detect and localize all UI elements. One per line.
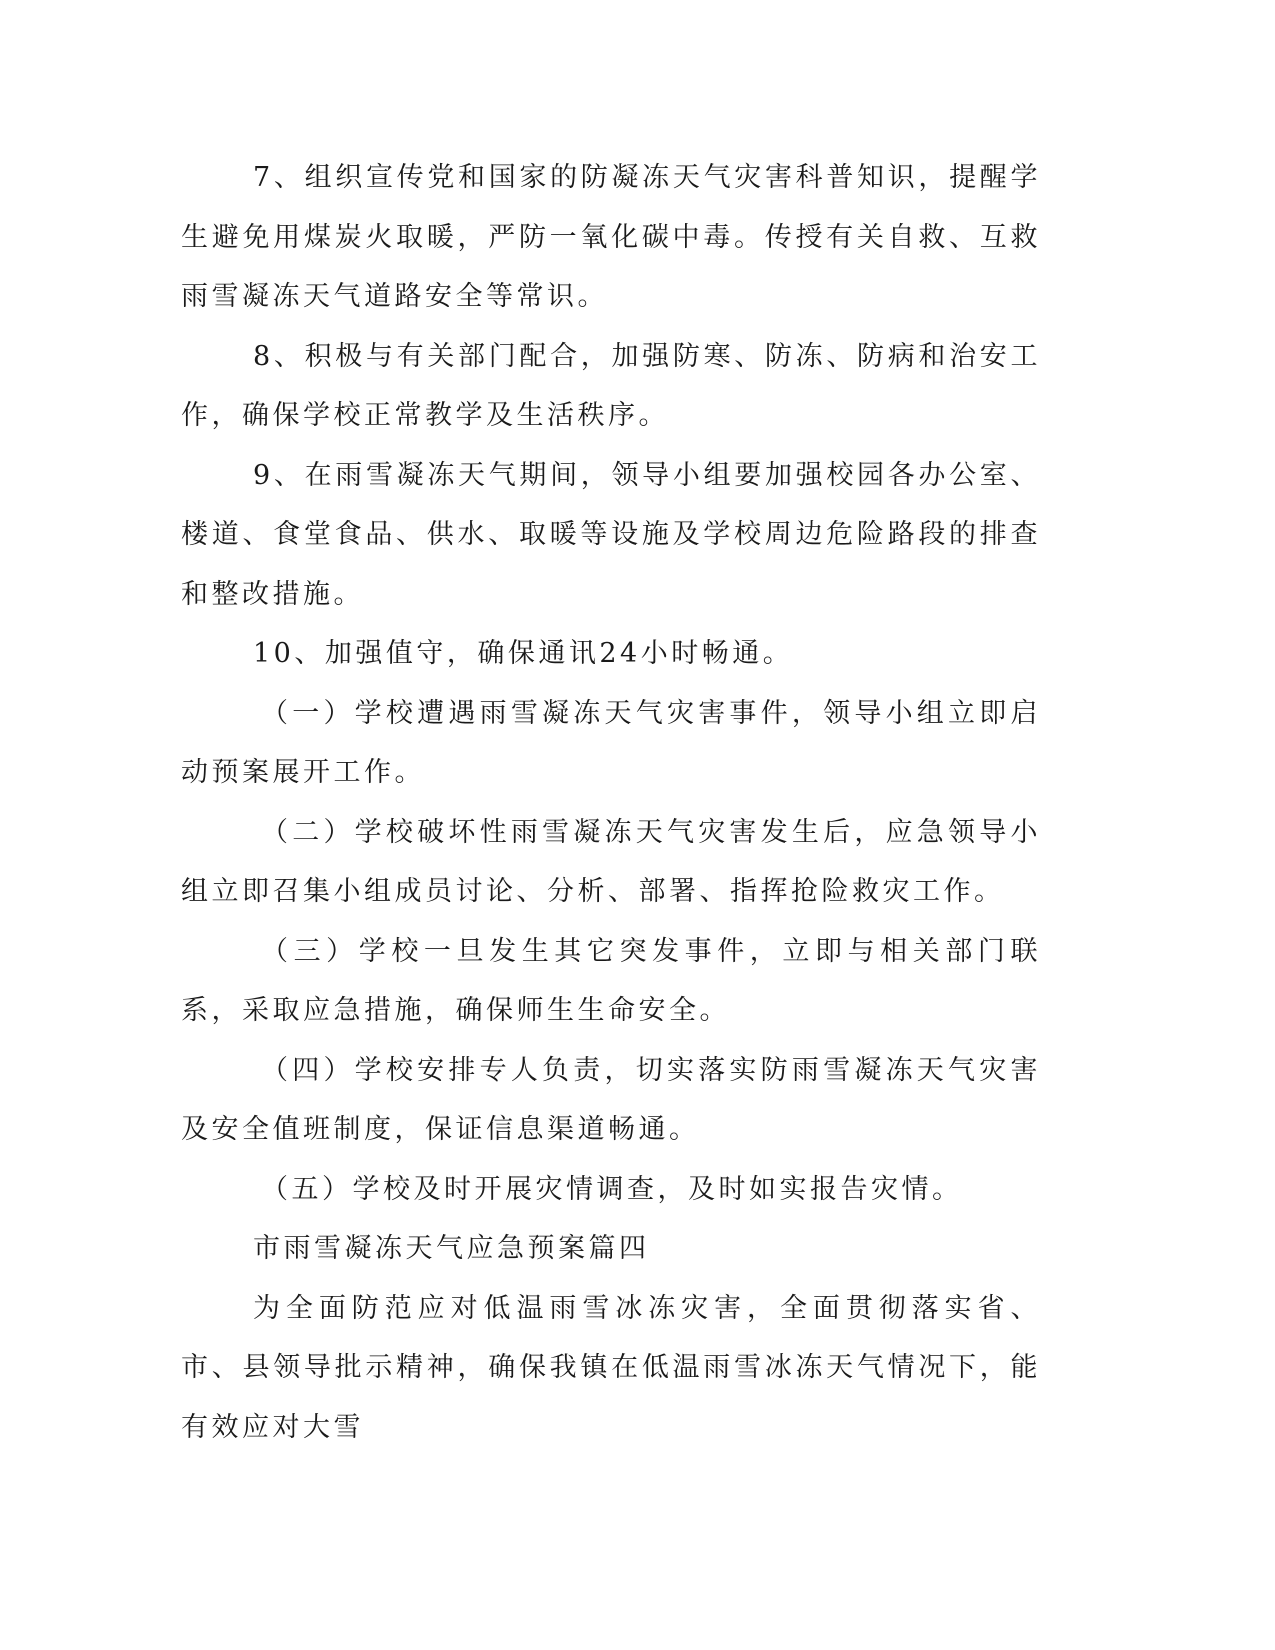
paragraph-sub-3: （三）学校一旦发生其它突发事件，立即与相关部门联系，采取应急措施，确保师生生命安全。 [181,935,1041,1026]
paragraph-sub-4: （四）学校安排专人负责，切实落实防雨雪凝冻天气灾害及安全值班制度，保证信息渠道畅通。 [181,1054,1041,1145]
section-heading: 市雨雪凝冻天气应急预案篇四 [253,1233,650,1264]
paragraph-sub-5: （五）学校及时开展灾情调查，及时如实报告灾情。 [261,1173,963,1205]
paragraph-item-7: 7、组织宣传党和国家的防凝冻天气灾害科普知识，提醒学生避免用煤炭火取暖，严防一氧化碳中毒。传授有关自救、互救雨雪凝冻天气道路安全等常识。 [181,162,1041,312]
paragraph-item-9: 9、在雨雪凝冻天气期间，领导小组要加强校园各办公室、楼道、食堂食品、供水、取暖等设施及学校周边危险路段的排查和整改措施。 [181,459,1041,610]
paragraph-sub-2: （二）学校破坏性雨雪凝冻天气灾害发生后，应急领导小组立即召集小组成员讨论、分析、部署、指挥抢险救灾工作。 [181,816,1041,907]
paragraph-item-10: 10、加强值守，确保通讯24小时畅通。 [253,638,794,669]
document-body [181,148,1041,1457]
paragraph-intro: 为全面防范应对低温雨雪冰冻灾害，全面贯彻落实省、市、县领导批示精神，确保我镇在低温雨雪冰冻天气情况下，能有效应对大雪 [181,1292,1041,1443]
paragraph-item-8: 8、积极与有关部门配合，加强防寒、防冻、防病和治安工作，确保学校正常教学及生活秩序。 [181,340,1041,431]
paragraph-sub-1: （一）学校遭遇雨雪凝冻天气灾害事件，领导小组立即启动预案展开工作。 [181,697,1041,788]
